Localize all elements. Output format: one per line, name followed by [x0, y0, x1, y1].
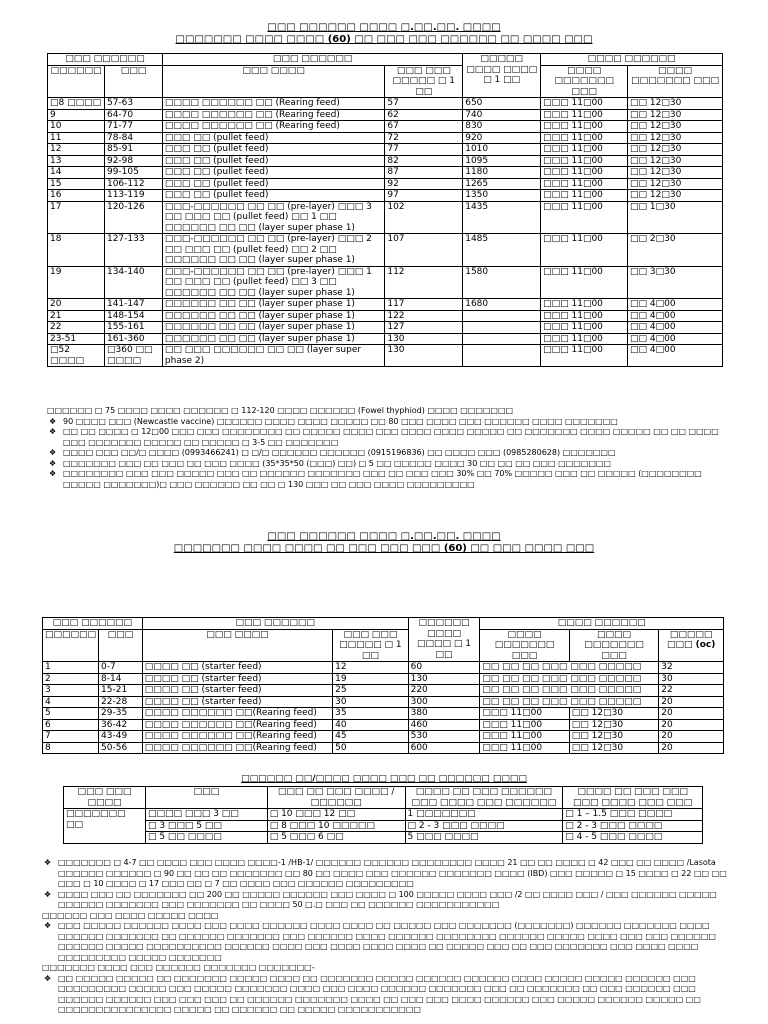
table-cell: □□□□ □□□□□□ □□ (Rearing feed): [162, 121, 384, 133]
table-cell: 17: [48, 201, 105, 234]
table1-column-header: □□□□ □□□□□□□ □□□: [628, 65, 723, 98]
table-row: [48, 322, 723, 334]
table-cell: 106-112: [104, 178, 162, 190]
table1-group-header: □□□ □□□□□□: [48, 54, 163, 66]
table-cell: 530: [408, 731, 480, 743]
table2-column-header: □□□ □□□ □□□□□ □ 1 □□: [333, 629, 408, 662]
table-row: [43, 731, 724, 743]
table-cell: □□□ 11□00: [480, 742, 570, 754]
table-cell: □□ 2□30: [628, 234, 723, 267]
table-cell: 148-154: [104, 310, 162, 322]
table-cell: □□□ □□ (pullet feed): [162, 167, 384, 179]
table-cell: 120-126: [104, 201, 162, 234]
table-cell: 43-49: [99, 731, 143, 743]
list-item: □□□□□□□ □□□□ □□□ □□□□□□ □□□□□□□ □□□□□□□-: [42, 963, 315, 972]
table-cell: □□ 12□30: [569, 742, 659, 754]
table-cell: 35: [333, 708, 408, 720]
table-cell: □□□□□□ □□ □□ (layer super phase 1): [162, 299, 384, 311]
table-cell: 15: [48, 178, 105, 190]
table2-body: [43, 662, 724, 754]
table-cell: □□□ 11□00: [541, 167, 628, 179]
table-cell: □□□ 11□00: [480, 731, 570, 743]
table-cell: 3: [43, 685, 99, 697]
table-cell: [463, 322, 541, 334]
table-cell: □□ 4□00: [628, 322, 723, 334]
table-cell: 62: [385, 109, 463, 121]
table-cell: 29-35: [99, 708, 143, 720]
table1-title-line2: □□□□□□□ □□□□ □□□□ (60) □□ □□□ □□□ □□□□□□ □□ □□□□ □□□: [175, 34, 593, 45]
table1-notes: [47, 406, 737, 490]
notes1-list: [47, 417, 737, 491]
table-cell: 40: [333, 719, 408, 731]
table2-group-header: □□□□ □□□□□□: [480, 618, 724, 630]
table-row: [43, 673, 724, 685]
list-item: ❖ □□ □□ □□□□ □ 12□00 □□□ □□□ □□□□□□□□ □□ □□□□□ □□□□ □□□ □□□□ □□□□ □□□□□ □□ □□□□□□□ □□□□ □□□□□ □□ □□ □□□□ □□□ □□□□□□□ □□□□□ □□ □□□□□ □ 3-5 □□ □□□□□□□: [47, 427, 737, 448]
table3-column-header: □□□□ □□ □□□ □□□ □□□ □□□□ □□□ □□□: [563, 787, 703, 809]
table-cell: [463, 333, 541, 345]
table-cell: □□□ 11□00: [541, 299, 628, 311]
table-cell: □□□ 11□00: [541, 201, 628, 234]
table-cell: □360 □□ □□□□: [104, 345, 162, 367]
list-item: ❖ □□□□□□□□ □□□ □□□ □□□□□ □□□ □□ □□□□□□ □□□□□□□ □□□ □□ □□□ □□□ 30% □□ 70% □□□□□ □□□ □□ □□□□□ (□□□□□□□□ □□□□□ □□□□□□□)□ □□□ □□□□□□ □□ □□ □ 130 □□□ □□ □□□ □□□□ □□□□□□□□□: [47, 469, 737, 490]
table1-column-header: □□□ □□□□: [162, 65, 384, 98]
table2-column-header: □□□ □□□□: [142, 629, 332, 662]
list-item: ❖ □□□□□□□ □ 4-7 □□ □□□□ □□□ □□□□ □□□□-1 /HB-1/ □□□□□□ □□□□□□ □□□□□□□□ □□□□ 21 □□ □□ □□□□ □ 42 □□□ □□ □□□□ /Lasota □□□□□□ □□□□□□ □ 90 □□ □□ □□ □□□□□□□ □□ 80 □□ □□□□ □□□ □□□□□□ □□□□□□□ □□□□ (IBD) □□□ □□□□□ □ 15 □□□□ □ 22 □□ □□ □□□ □ 10 □□□□ □ 17 □□□ □□ □ 7 □□ □□□□ □□□ □□□□□□ □□□□□□□□□: [42, 858, 732, 890]
table-cell: 30: [333, 696, 408, 708]
table-cell: 82: [385, 155, 463, 167]
notes2-list: [42, 858, 732, 1016]
table-cell: □□□ 11□00: [541, 155, 628, 167]
table-cell: 11: [48, 132, 105, 144]
table-cell: □□ 12□30: [628, 132, 723, 144]
table-cell: □□ 12□30: [628, 190, 723, 202]
table-cell: 220: [408, 685, 480, 697]
table-cell: □□□ 11□00: [541, 178, 628, 190]
table-cell: □□ □□ □□ □□□ □□□ □□□□□: [480, 685, 659, 697]
table-cell: □□□ 11□00: [541, 121, 628, 133]
table-cell: 1 □□□□□□□: [405, 809, 563, 821]
table-cell: 18: [48, 234, 105, 267]
table1-title-line1: □□□ □□□□□□ □□□□ □.□□.□□. □□□□: [267, 22, 501, 33]
list-item: ❖ □□□□□□□ □□□ □□ □□□ □□ □□□ □□□□ (35*35*50 (□□□) □□) □ 5 □□ □□□□□ □□□□ 30 □□ □□ □□ □□□ □□□□□□□: [47, 459, 737, 470]
table-cell: 50: [333, 742, 408, 754]
table-cell: 141-147: [104, 299, 162, 311]
table-cell: 740: [463, 109, 541, 121]
table-cell: □□ 12□30: [628, 144, 723, 156]
table-cell: 0-7: [99, 662, 143, 674]
list-item: ❖ □□ □□□□□ □□□□□ □□ □□□□□□□ □□□□□ □□□□ □□ □□□□□□□ □□□□□ □□□□□□ □□□□□□ □□□□ □□□□□ □□□□□ □□□□□□ □□□ □□□□□□□□□ □□□□□ □□□ □□□□□ □□□□□□□ □□□□ □□□ □□□□ □□□□□□ □□□□□□□ □□□ □□ □□□□□□□ □□ □□□ □□□□□□ □□□ □□□□□□ □□□□□□ □□□ □□□ □□□ □□ □□□□□□ □□□□□□□ □□□□ □□ □□□ □□□ □□□□ □□□□□□ □□□ □□□□□ □□□□□□ □□□□□ □□ □□□□□□□□□□□□□□□ □□□□□ □□ □□□□□□ □□ □□□□□ □□□□□□□□□□□: [42, 974, 732, 1016]
table-cell: □ 2 - 3 □□□ □□□□: [405, 820, 563, 832]
list-item: ❖ □□□□ □□□ □□ □□□□□□□ □□ 200 □□ □□□□□ □□□□□□ □□□ □□□□ □ 100 □□□□□ □□□□ □□□ /2 □□ □□□□ □□□ / □□□ □□□□□□ □□□□□ □□□□□□ □□□□□□□ □□□ □□□□□□□ □□ □□□□ 50 □.□ □□□ □□ □□□□□□ □□□□□□□□□□□: [42, 890, 732, 911]
table-cell: 87: [385, 167, 463, 179]
table-cell: 77: [385, 144, 463, 156]
table1-title: [0, 22, 768, 46]
table-cell: 85-91: [104, 144, 162, 156]
table-cell: 20: [659, 719, 724, 731]
table-cell: 460: [408, 719, 480, 731]
table-cell: 4: [43, 696, 99, 708]
table3-body: [64, 809, 703, 844]
table1-column-header: □□□ □□□ □□□□□ □ 1 □□: [385, 65, 463, 98]
table-cell: 650: [463, 98, 541, 110]
table-cell: 130: [408, 673, 480, 685]
table-cell: 130: [385, 333, 463, 345]
table-row: [43, 685, 724, 697]
table-cell: 8: [43, 742, 99, 754]
table-cell: □□□ 11□00: [541, 190, 628, 202]
table-row: [64, 832, 703, 844]
table-cell: □□□□ □□ (starter feed): [142, 685, 332, 697]
table-cell: 10: [48, 121, 105, 133]
table-cell: 161-360: [104, 333, 162, 345]
table-cell: 12: [333, 662, 408, 674]
table-cell: 71-77: [104, 121, 162, 133]
table-cell: 1: [43, 662, 99, 674]
table-row: [43, 708, 724, 720]
table-cell: 1485: [463, 234, 541, 267]
table-cell: □□□ 11□00: [541, 132, 628, 144]
table-cell: 6: [43, 719, 99, 731]
table-cell: □□ 4□00: [628, 333, 723, 345]
notes1-intro: □□□□□□ □ 75 □□□□ □□□□ □□□□□□ □ 112-120 □□□□ □□□□□□ (Fowel thyphiod) □□□□ □□□□□□□: [47, 406, 514, 415]
table-cell: 25: [333, 685, 408, 697]
table2-title: [0, 531, 768, 555]
table-cell: 1350: [463, 190, 541, 202]
table-cell: □□ 12□30: [569, 731, 659, 743]
table-cell: □ 1 – 1.5 □□□ □□□□: [563, 809, 703, 821]
table-cell: □□□□ □□□□□□ □□(Rearing feed): [142, 719, 332, 731]
table-cell: 830: [463, 121, 541, 133]
table2-column-header: □□□□□□: [43, 629, 99, 662]
table-cell: □□□ 11□00: [541, 98, 628, 110]
table-row: [48, 132, 723, 144]
table2-group-header: □□□ □□□□□□: [142, 618, 408, 630]
table-cell: 600: [408, 742, 480, 754]
chick-feeding-table: [42, 617, 724, 754]
table-row: [48, 98, 723, 110]
list-item: ❖ □□□□ □□□ □□/□ □□□□ (0993466241) □ □/□ □□□□□□ □□□□□□ (0915196836) □□ □□□□ □□□ (0985280628) □□□□□□□: [47, 448, 737, 459]
table-cell: □□ 12□30: [628, 98, 723, 110]
table-cell: 22: [48, 322, 105, 334]
table-cell: 9: [48, 109, 105, 121]
table-row: [48, 121, 723, 133]
table-row: [48, 345, 723, 367]
table-cell: □□ □□ □□ □□□ □□□ □□□□□: [480, 696, 659, 708]
table-cell: 57: [385, 98, 463, 110]
table-cell: □□□ 11□00: [480, 719, 570, 731]
table-cell: 19: [48, 266, 105, 299]
table1-group-header: □□□ □□□□□□: [162, 54, 462, 66]
table-cell: □52 □□□□: [48, 345, 105, 367]
table2-title-line2: □□□□□□□ □□□□ □□□□ □□ □□□ □□□ □□□ (60) □□ □□□ □□□□ □□□: [173, 543, 595, 554]
table-cell: 60: [408, 662, 480, 674]
table-cell: □□ 12□30: [628, 121, 723, 133]
table-cell: □□□□ □□□ 3 □□: [145, 809, 267, 821]
table-cell: □□□□□□ □□ □□ (layer super phase 1): [162, 322, 384, 334]
table-cell: 134-140: [104, 266, 162, 299]
table3-column-header: □□□ □□ □□□ □□□□ /□□□□□□: [267, 787, 405, 809]
table-cell: □□ 4□00: [628, 310, 723, 322]
table-cell: □□ 4□00: [628, 299, 723, 311]
table2-column-header: □□□: [99, 629, 143, 662]
table-row: [48, 333, 723, 345]
table-cell: 20: [659, 708, 724, 720]
table-row: [43, 742, 724, 754]
layer-feeding-table: [47, 53, 723, 367]
table-cell: 20: [48, 299, 105, 311]
table-cell: 16: [48, 190, 105, 202]
table-cell: 5: [43, 708, 99, 720]
table-cell: □□ 12□30: [628, 155, 723, 167]
table-cell: □□□ □□ (pullet feed): [162, 144, 384, 156]
table-row: [48, 299, 723, 311]
table-cell: 50-56: [99, 742, 143, 754]
table-cell: 57-63: [104, 98, 162, 110]
table-cell: 92-98: [104, 155, 162, 167]
table-cell: □□□□ □□ (starter feed): [142, 673, 332, 685]
table-cell: 12: [48, 144, 105, 156]
table-cell: 67: [385, 121, 463, 133]
table3-title: □□□□□□ □□/□□□□ □□□□ □□□ □□ □□□□□□ □□□□: [241, 774, 527, 784]
table2-notes: [42, 858, 732, 1016]
table-cell: □□ □□□ □□□□□□ □□ □□ (layer super phase 2): [162, 345, 384, 367]
table-cell: 1580: [463, 266, 541, 299]
table-cell: 23-51: [48, 333, 105, 345]
table-cell: □□□□ □□□□□□ □□(Rearing feed): [142, 731, 332, 743]
table-cell: □□□-□□□□□□ □□ □□ (pre-layer) □□□ 1 □□ □□□ □□ (pullet feed) □□ 3 □□ □□□□□□ □□ □□ (layer super phase 1): [162, 266, 384, 299]
table-cell: 117: [385, 299, 463, 311]
table-cell: □□ 12□30: [628, 109, 723, 121]
table-cell: 92: [385, 178, 463, 190]
table-cell: □ 5 □□□ 6 □□: [267, 832, 405, 844]
table-cell: 2: [43, 673, 99, 685]
list-item: □□□□□□ □□□ □□□□ □□□□□ □□□□: [42, 910, 219, 920]
table-row: [48, 155, 723, 167]
table-cell: 1435: [463, 201, 541, 234]
table-cell: □□□□ □□□□□□ □□(Rearing feed): [142, 742, 332, 754]
table1-group-header: □□□□□ □□□□ □□□□ □ 1 □□: [463, 54, 541, 98]
table-cell: □□□ □□ (pullet feed): [162, 132, 384, 144]
table2-group-header: □□□□□□ □□□□ □□□□ □ 1 □□: [408, 618, 480, 662]
table2-title-line1: □□□ □□□□□□ □□□□ □.□□.□□. □□□□: [267, 531, 501, 542]
table3-row-label: □□□□□□□ □□: [64, 809, 146, 844]
table-cell: 155-161: [104, 322, 162, 334]
table-cell: 78-84: [104, 132, 162, 144]
table-cell: □□□ 11□00: [541, 109, 628, 121]
table-cell: 112: [385, 266, 463, 299]
table-cell: 21: [48, 310, 105, 322]
table-cell: 920: [463, 132, 541, 144]
table-cell: □□□□ □□ (starter feed): [142, 696, 332, 708]
table-cell: 5 □□□ □□□□: [405, 832, 563, 844]
table-row: [48, 266, 723, 299]
table1-column-header: □□□: [104, 65, 162, 98]
table-cell: 13: [48, 155, 105, 167]
table-cell: □□□□ □□□□□□ □□(Rearing feed): [142, 708, 332, 720]
table2-column-header: □□□□ □□□□□□□ □□□: [569, 629, 659, 662]
table3-column-header: □□□: [145, 787, 267, 809]
table2-group-header-row: [43, 618, 724, 630]
table-cell: 97: [385, 190, 463, 202]
table-cell: □□ 12□30: [628, 178, 723, 190]
table-cell: 15-21: [99, 685, 143, 697]
table-cell: 1180: [463, 167, 541, 179]
table-cell: □□□ 11□00: [541, 234, 628, 267]
table-cell: □ 4 - 5 □□□ □□□□: [563, 832, 703, 844]
table-cell: 113-119: [104, 190, 162, 202]
table-cell: □□□ □□ (pullet feed): [162, 155, 384, 167]
table-cell: □□□□□□ □□ □□ (layer super phase 1): [162, 310, 384, 322]
table-cell: 14: [48, 167, 105, 179]
table-cell: 20: [659, 731, 724, 743]
table-cell: 1680: [463, 299, 541, 311]
table-cell: 30: [659, 673, 724, 685]
table-row: [48, 234, 723, 267]
table-cell: □□ 1□30: [628, 201, 723, 234]
table-cell: 99-105: [104, 167, 162, 179]
table-row: [43, 662, 724, 674]
table-cell: 20: [659, 742, 724, 754]
table-cell: □ 8 □□□ 10 □□□□□: [267, 820, 405, 832]
table-cell: 1265: [463, 178, 541, 190]
table2-column-header: □□□□ □□□□□□□ □□□: [480, 629, 570, 662]
table-cell: □□ 3□30: [628, 266, 723, 299]
table-cell: □□ □□ □□ □□□ □□□ □□□□□: [480, 662, 659, 674]
table-row: [43, 696, 724, 708]
table2-group-header: □□□ □□□□□□: [43, 618, 143, 630]
table-cell: □□ □□ □□ □□□ □□□ □□□□□: [480, 673, 659, 685]
table-cell: □□ 12□30: [569, 719, 659, 731]
table-cell: □ 5 □□ □□□□: [145, 832, 267, 844]
table-row: [48, 144, 723, 156]
table-cell: □□□ 11□00: [541, 333, 628, 345]
table-cell: □□ 12□30: [569, 708, 659, 720]
table-cell: 300: [408, 696, 480, 708]
table-cell: □□□ □□ (pullet feed): [162, 190, 384, 202]
table-cell: □□□ 11□00: [541, 322, 628, 334]
table-row: [48, 190, 723, 202]
table-cell: □□□□ □□□□□□ □□ (Rearing feed): [162, 98, 384, 110]
table-cell: □8 □□□□: [48, 98, 105, 110]
table-cell: □□□ 11□00: [541, 310, 628, 322]
table-cell: 36-42: [99, 719, 143, 731]
table1-group-header-row: [48, 54, 723, 66]
table-row: [48, 178, 723, 190]
table-cell: 22: [659, 685, 724, 697]
table-cell: 127-133: [104, 234, 162, 267]
table-cell: 32: [659, 662, 724, 674]
table-cell: □ 3 □□□ 5 □□: [145, 820, 267, 832]
table-cell: 22-28: [99, 696, 143, 708]
table-cell: 7: [43, 731, 99, 743]
table-cell: 8-14: [99, 673, 143, 685]
feeder-waterer-table: [63, 786, 703, 844]
table1-group-header: □□□□ □□□□□□: [541, 54, 723, 66]
table-cell: 20: [659, 696, 724, 708]
table-cell: 130: [385, 345, 463, 367]
table-cell: 64-70: [104, 109, 162, 121]
table3-header-row: [64, 787, 703, 809]
table1-body: [48, 98, 723, 367]
table1-column-header-row: [48, 65, 723, 98]
table-cell: □□ 12□30: [628, 167, 723, 179]
table-cell: [463, 310, 541, 322]
table-cell: 127: [385, 322, 463, 334]
table-row: [64, 809, 703, 821]
table-cell: 122: [385, 310, 463, 322]
table-cell: □□□ 11□00: [480, 708, 570, 720]
table-cell: 107: [385, 234, 463, 267]
table-row: [64, 820, 703, 832]
table-row: [48, 109, 723, 121]
table3-column-header: □□□ □□□ □□□□: [64, 787, 146, 809]
table2-column-header-row: [43, 629, 724, 662]
table-row: [48, 310, 723, 322]
table-cell: □□□□ □□ (starter feed): [142, 662, 332, 674]
table1-column-header: □□□□□□: [48, 65, 105, 98]
table-cell: 45: [333, 731, 408, 743]
table-cell: □□□ 11□00: [541, 266, 628, 299]
table-cell: □□□□□□ □□ □□ (layer super phase 1): [162, 333, 384, 345]
list-item: ❖ 90 □□□□ □□□ (Newcastle vaccine) □□□□□□ □□□□ □□□□ □□□□□ □□ 80 □□□ □□□□ □□□ □□□□□□ □□□□ □□□□□□□: [47, 417, 737, 428]
table-cell: □□□ 11□00: [541, 345, 628, 367]
table-cell: □□□ 11□00: [541, 144, 628, 156]
table-cell: □□□ □□ (pullet feed): [162, 178, 384, 190]
table-cell: □ 2 - 3 □□□ □□□□: [563, 820, 703, 832]
list-item: ❖ □□□ □□□□□ □□□□□□ □□□□ □□□ □□□□ □□□□□□ □□□□ □□□□ □□ □□□□□ □□□ □□□□□□□ (□□□□□□□) □□□□□□ □□□□□□□ □□□□ □□□□□□ □□□□□□□ □□ □□□□□□ □□□□□□□ □□□ □□□□□□ □□□□ □□□□□□ □□□□□□□□ □□□□□□ □□□□□ □□□□ □□□ □□□ □□□□□□ □□□□□□ □□□□□ □□□□□□□□□□ □□□□□□ □□□□ □□□ □□□□ □□□□ □□□□ □□ □□□□□ □□□ □□ □□□ □□□□□□□ □□□ □□□□ □□□□ □□□□□□□□□ □□□□□ □□□□□□□: [42, 921, 732, 963]
table-cell: 102: [385, 201, 463, 234]
table-row: [43, 719, 724, 731]
table-row: [48, 201, 723, 234]
table-cell: □ 10 □□□ 12 □□: [267, 809, 405, 821]
table2-column-header: □□□□□ □□□ (oc): [659, 629, 724, 662]
table-cell: 19: [333, 673, 408, 685]
table3-column-header: □□□□ □□ □□□ □□□□□□ □□□ □□□□ □□□ □□□□□□: [405, 787, 563, 809]
table-cell: 72: [385, 132, 463, 144]
table-cell: □□□□ □□□□□□ □□ (Rearing feed): [162, 109, 384, 121]
table-row: [48, 167, 723, 179]
table-cell: 1095: [463, 155, 541, 167]
table-cell: 380: [408, 708, 480, 720]
table1-column-header: □□□□ □□□□□□□ □□□: [541, 65, 628, 98]
table-cell: [463, 345, 541, 367]
table-cell: □□ 4□00: [628, 345, 723, 367]
table-cell: □□□-□□□□□□ □□ □□ (pre-layer) □□□ 3 □□ □□□ □□ (pullet feed) □□ 1 □□ □□□□□□ □□ □□ (layer super phase 1): [162, 201, 384, 234]
table-cell: 1010: [463, 144, 541, 156]
table-cell: □□□-□□□□□□ □□ □□ (pre-layer) □□□ 2 □□ □□□ □□ (pullet feed) □□ 2 □□ □□□□□□ □□ □□ (layer super phase 1): [162, 234, 384, 267]
